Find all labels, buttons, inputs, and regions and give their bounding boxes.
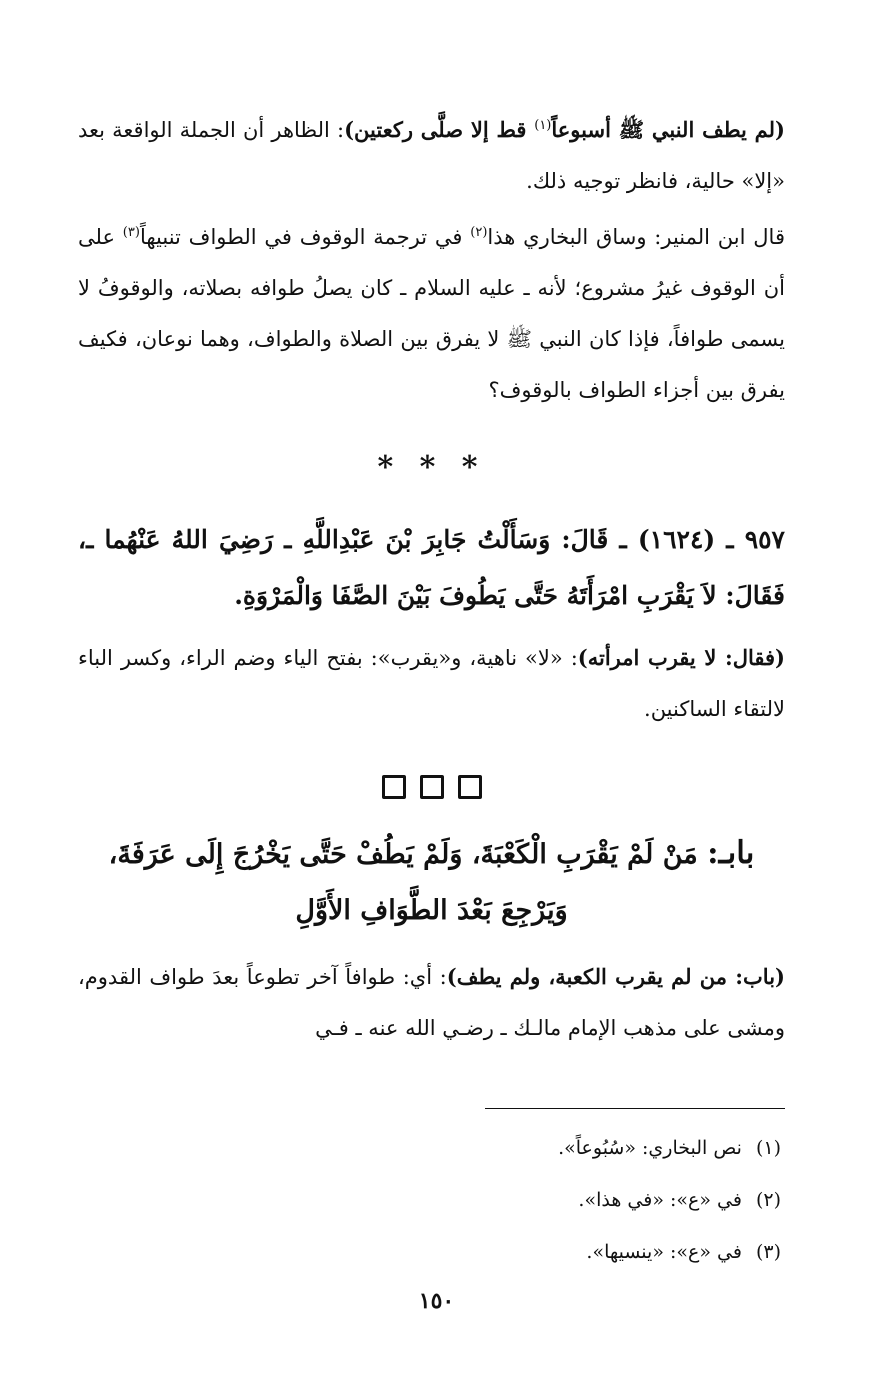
paragraph-2-text-a: قال ابن المنير: وساق البخاري هذا — [487, 225, 785, 249]
footnote-item — [361, 1174, 781, 1226]
footnote-number: (١) — [755, 1137, 781, 1159]
explanation-text: : الظاهر أن الجملة الواقعة بعد «إلا» حالية، فانظر توجيه ذلك. — [78, 118, 785, 193]
paragraph-2 — [78, 207, 785, 416]
quoted-phrase-cont: قط إلا صلَّى ركعتين) — [344, 117, 535, 142]
footnotes — [361, 1122, 781, 1278]
chapter-heading — [78, 825, 785, 939]
chapter-title: مَنْ لَمْ يَقْرَبِ الْكَعْبَةَ، وَلَمْ يَطُفْ حَتَّى يَخْرُجَ إِلَى عَرَفَةَ، وَيَرْجِعَ بَعْدَ الطَّوَافِ الأَوَّلِ — [108, 839, 708, 926]
footnote-ref-1[interactable]: (١) — [534, 118, 552, 133]
quoted-phrase: (لم يطف النبي ﷺ أسبوعاً — [551, 117, 785, 142]
square-ornament — [420, 775, 444, 799]
paragraph-2-text-c: على أن الوقوف غيرُ مشروع؛ لأنه ـ عليه السلام ـ كان يصلُ طوافه بصلاته، والوقوفُ لا يسمى طوافاً، فإذا كان النبي ﷺ لا يفرق بين الصلاة والطواف، وهما نوعان، فكيف يفرق بين أجزاء الطواف بالوقوف؟ — [78, 225, 785, 402]
footnote-text: في «ع»: «في هذا». — [578, 1189, 742, 1211]
footnote-ref-3[interactable]: (٣) — [122, 225, 140, 240]
chapter-label: بابـ: — [707, 835, 755, 871]
footnote-divider — [485, 1108, 785, 1109]
commentary-quote: (فقال: لا يقرب امرأته) — [577, 645, 785, 670]
paragraph-1 — [78, 100, 785, 207]
page-body — [78, 100, 785, 1054]
footnote-item — [361, 1122, 781, 1174]
square-ornament — [458, 775, 482, 799]
section-separator-boxes — [78, 775, 785, 799]
chapter-commentary-quote: (باب: من لم يقرب الكعبة، ولم يطف) — [446, 964, 785, 989]
footnote-number: (٣) — [755, 1241, 781, 1263]
hadith-text: ٩٥٧ ـ (١٦٢٤) ـ قَالَ: وَسَأَلْتُ جَابِرَ بْنَ عَبْدِاللَّهِ ـ رَضِيَ اللهُ عَنْهُما ـ، فَقَالَ: لاَ يَقْرَبِ امْرَأَتَهُ حَتَّى يَطُوفَ بَيْنَ الصَّفَا وَالْمَرْوَةِ. — [78, 525, 785, 610]
square-ornament — [382, 775, 406, 799]
page-number: ١٥٠ — [418, 1288, 455, 1314]
footnote-text: في «ع»: «ينسيها». — [586, 1241, 742, 1263]
footnote-ref-2[interactable]: (٢) — [470, 225, 488, 240]
commentary-text: : «لا» ناهية، و«يقرب»: بفتح الياء وضم الراء، وكسر الباء لالتقاء الساكنين. — [78, 646, 785, 721]
footnote-number: (٢) — [755, 1189, 781, 1211]
chapter-commentary — [78, 951, 785, 1054]
paragraph-2-text-b: في ترجمة الوقوف في الطواف تنبيهاً — [139, 225, 471, 249]
hadith-commentary — [78, 632, 785, 735]
chapter-commentary-text: : أي: طوافاً آخر تطوعاً بعدَ طواف القدوم، ومشى على مذهب الإمام مالـك ـ رضـي الله عنه ـ فـي — [78, 965, 785, 1040]
section-separator-stars: * * * — [377, 450, 486, 485]
footnote-item — [361, 1226, 781, 1278]
footnote-text: نص البخاري: «سُبُوعاً». — [558, 1137, 742, 1159]
